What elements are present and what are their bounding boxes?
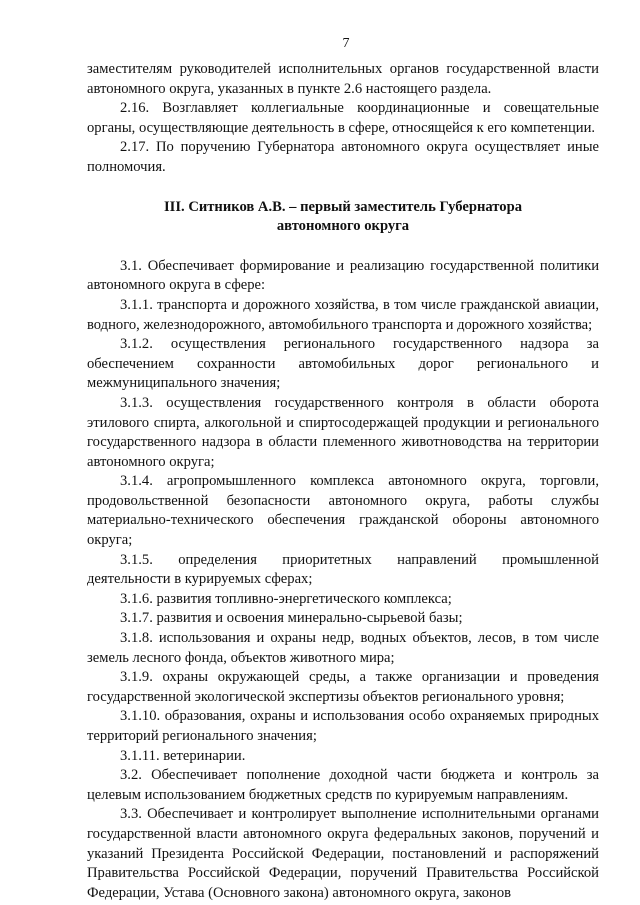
paragraph: 3.1.8. использования и охраны недр, водных объектов, лесов, в том числе земель лесного фонда, объектов животного мира; [87,630,599,666]
document-page [87,34,599,903]
paragraph: 3.1.4. агропромышленного комплекса автономного округа, торговли, продовольственной безопасности автономного округа, работы службы материально-технического обеспечения гражданской обороны автономного округа; [87,473,599,549]
paragraph: 3.3. Обеспечивает и контролирует выполнение исполнительными органами государственной власти автономного округа федеральных законов, поручений и указаний Президента Российской Федерации, постановлений и распоряжений Правительства Российской Федерации, поручений Правительства Российской Федерации, Устава (Основного закона) автономного округа, законов [87,806,599,901]
paragraph: 2.16. Возглавляет коллегиальные координационные и совещательные органы, осуществляющие деятельность в сфере, относящейся к его компетенции. [87,100,599,136]
paragraph: 3.2. Обеспечивает пополнение доходной части бюджета и контроль за целевым использованием бюджетных средств по курируемым направлениям. [87,767,599,803]
paragraph: 3.1.1. транспорта и дорожного хозяйства, в том числе гражданской авиации, водного, железнодорожного, автомобильного транспорта и дорожного хозяйства; [87,296,599,333]
paragraph: 2.17. По поручению Губернатора автономного округа осуществляет иные полномочия. [87,139,599,175]
paragraph: 3.1.3. осуществления государственного контроля в области оборота этилового спирта, алкогольной и спиртосодержащей продукции и регионального государственного надзора в области племенного животноводства на территории автономного округа; [87,394,599,470]
section-title [87,198,599,237]
paragraph: 3.1.6. развития топливно-энергетического комплекса; [120,590,452,607]
paragraph: 3.1.10. образования, охраны и использования особо охраняемых природных территорий регионального значения; [87,708,599,744]
paragraph: 3.1. Обеспечивает формирование и реализацию государственной политики автономного округа в сфере: [87,257,599,294]
paragraph: 3.1.7. развития и освоения минерально-сырьевой базы; [120,610,463,627]
paragraph: заместителям руководителей исполнительных органов государственной власти автономного округа, указанных в пункте 2.6 настоящего раздела. [87,61,599,97]
paragraph: 3.1.9. охраны окружающей среды, а также организации и проведения государственной экологической экспертизы объектов регионального уровня; [87,669,599,705]
section-title-line-1: III. Ситников А.В. – первый заместитель Губернатора [163,198,522,215]
paragraph: 3.1.2. осуществления регионального государственного надзора за обеспечением сохранности автомобильных дорог регионального и межмуниципального значения; [87,336,599,392]
section-title-line-2: автономного округа [276,218,410,235]
page-number: 7 [342,36,350,51]
paragraph: 3.1.5. определения приоритетных направлений промышленной деятельности в курируемых сферах; [87,551,599,588]
paragraphs-before [87,60,599,178]
paragraphs-after [87,257,599,904]
paragraph: 3.1.11. ветеринарии. [120,747,246,764]
